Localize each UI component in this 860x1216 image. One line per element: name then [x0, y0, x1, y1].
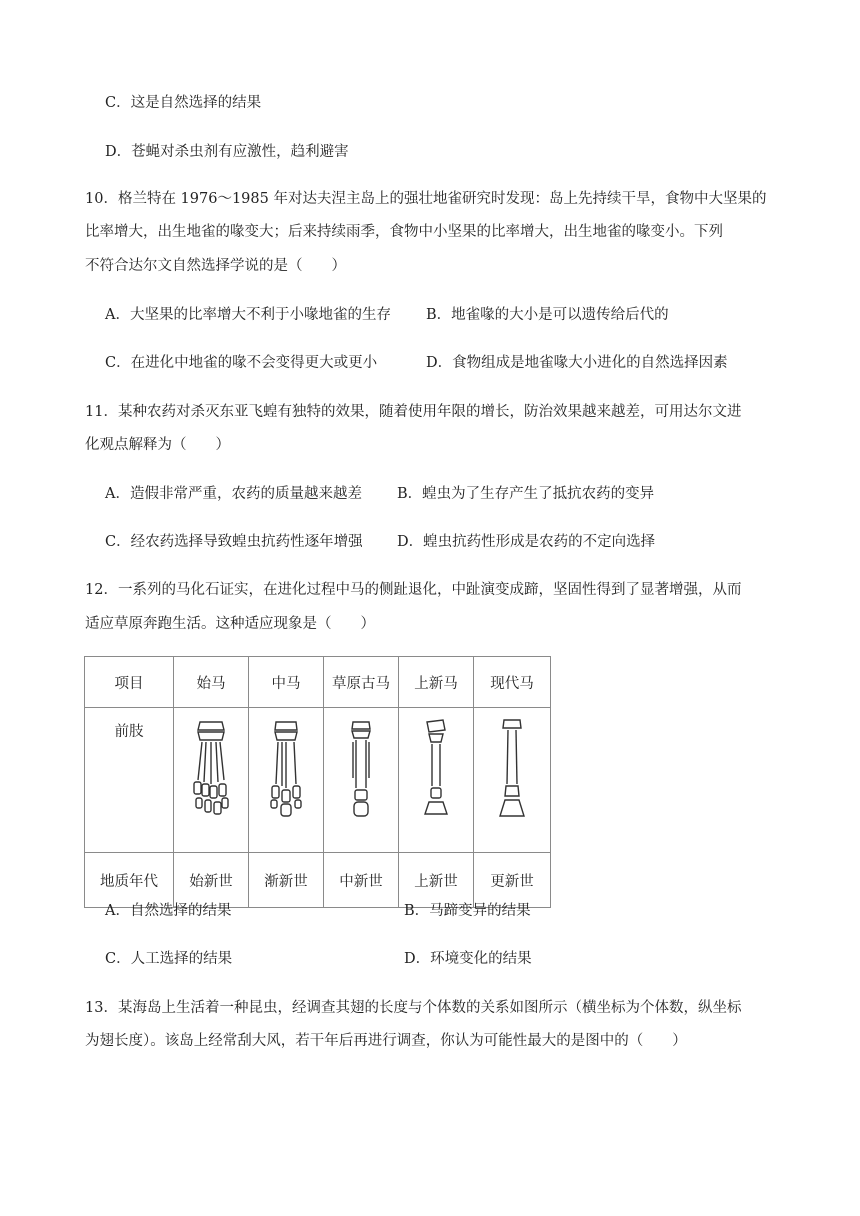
table-cell: 更新世	[474, 853, 551, 908]
table-cell: 地质年代	[85, 853, 174, 908]
mesohippus-forelimb-icon	[266, 718, 306, 822]
table-cell: 草原古马	[324, 657, 399, 708]
table-cell: 上新马	[399, 657, 474, 708]
table-cell	[399, 708, 474, 853]
table-cell	[174, 708, 249, 853]
horse-evolution-table	[84, 656, 551, 908]
q12-stem-line-2: 适应草原奔跑生活。这种适应现象是（ ）	[85, 616, 375, 632]
q13-stem-line-2: 为翅长度）。该岛上经常刮大风，若干年后再进行调查，你认为可能性最大的是图中的（ ）	[85, 1033, 687, 1049]
q11-option-d: D．蝗虫抗药性形成是农药的不定向选择	[397, 534, 656, 550]
q10-stem-line-3: 不符合达尔文自然选择学说的是（ ）	[85, 258, 346, 274]
q12-option-c: C．人工选择的结果	[105, 951, 233, 967]
q10-stem-line-1: 10．格兰特在 1976～1985 年对达夫涅主岛上的强壮地雀研究时发现：岛上先持续干旱，食物中大坚果的	[85, 191, 767, 207]
table-cell: 前肢	[85, 708, 174, 853]
q11-option-c: C．经农药选择导致蝗虫抗药性逐年增强	[105, 534, 363, 550]
q10-option-a: A．大坚果的比率增大不利于小喙地雀的生存	[105, 307, 391, 323]
q12-stem-line-1: 12．一系列的马化石证实，在进化过程中马的侧趾退化，中趾演变成蹄，坚固性得到了显著增强，从而	[85, 582, 742, 598]
q9-option-c: C．这是自然选择的结果	[105, 95, 262, 111]
q10-option-b: B．地雀喙的大小是可以遗传给后代的	[426, 307, 669, 323]
q9-option-d: D．苍蝇对杀虫剂有应激性，趋利避害	[105, 144, 349, 160]
table-era-row	[85, 853, 551, 908]
q12-option-a: A．自然选择的结果	[105, 903, 232, 919]
table-cell: 中马	[249, 657, 324, 708]
merychippus-forelimb-icon	[344, 718, 378, 822]
q11-option-a: A．造假非常严重，农药的质量越来越差	[105, 486, 362, 502]
table-cell: 上新世	[399, 853, 474, 908]
q10-option-d: D．食物组成是地雀喙大小进化的自然选择因素	[426, 355, 728, 371]
q13-stem-line-1: 13．某海岛上生活着一种昆虫，经调查其翅的长度与个体数的关系如图所示（横坐标为个体数，纵坐标	[85, 1000, 742, 1016]
q10-option-c: C．在进化中地雀的喙不会变得更大或更小	[105, 355, 378, 371]
q11-option-b: B．蝗虫为了生存产生了抵抗农药的变异	[397, 486, 655, 502]
q11-stem-line-2: 化观点解释为（ ）	[85, 437, 230, 453]
table-forelimb-row	[85, 708, 551, 853]
q10-stem-line-2: 比率增大，出生地雀的喙变大；后来持续雨季，食物中小坚果的比率增大，出生地雀的喙变小。下列	[85, 224, 723, 240]
table-header-row	[85, 657, 551, 708]
table-cell: 始马	[174, 657, 249, 708]
equus-forelimb-icon	[497, 718, 527, 822]
table-cell: 渐新世	[249, 853, 324, 908]
pliohippus-forelimb-icon	[419, 718, 453, 822]
table-cell: 中新世	[324, 853, 399, 908]
eohippus-forelimb-icon	[188, 718, 234, 822]
q11-stem-line-1: 11．某种农药对杀灭东亚飞蝗有独特的效果，随着使用年限的增长，防治效果越来越差，可用达尔文进	[85, 404, 742, 420]
table-cell: 始新世	[174, 853, 249, 908]
table-cell	[249, 708, 324, 853]
table-cell: 现代马	[474, 657, 551, 708]
q12-option-b: B．马蹄变异的结果	[404, 903, 531, 919]
table-cell	[324, 708, 399, 853]
q12-option-d: D．环境变化的结果	[404, 951, 532, 967]
table-cell	[474, 708, 551, 853]
table-cell: 项目	[85, 657, 174, 708]
